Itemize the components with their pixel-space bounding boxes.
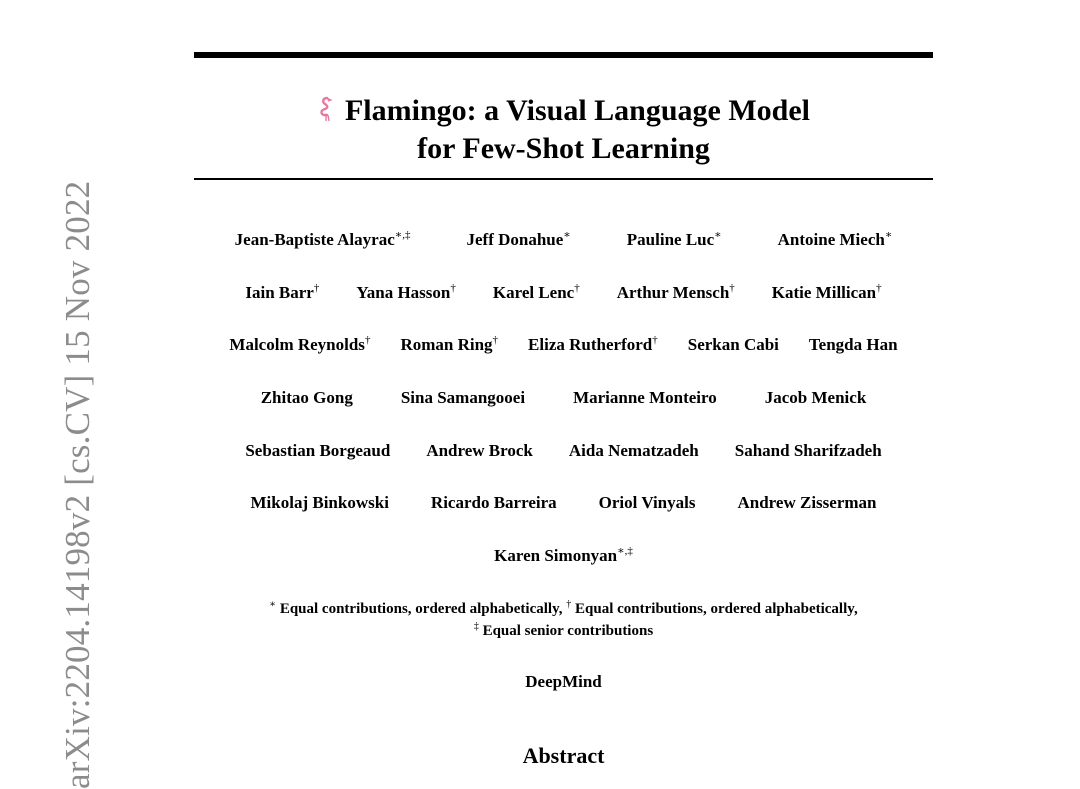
author-name: Jeff Donahue [466, 230, 564, 249]
author-row [194, 546, 933, 566]
author-name: Andrew Zisserman [737, 493, 877, 512]
author-name: Antoine Miech [777, 230, 885, 249]
author-affiliation-mark: † [492, 334, 499, 346]
author-name: Sina Samangooei [400, 388, 526, 407]
author [688, 335, 779, 355]
author-affiliation-mark: † [729, 282, 735, 294]
author-name: Jacob Menick [764, 388, 867, 407]
author [356, 283, 456, 303]
author-affiliation-mark: ∗,‡ [617, 545, 633, 557]
author-name: Marianne Monteiro [573, 388, 717, 407]
notes-line-2 [194, 620, 933, 642]
author-name: Katie Millican [771, 283, 877, 302]
author-name: Aida Nematzadeh [568, 441, 699, 460]
author [235, 230, 411, 250]
note-text-equal: Equal contributions, ordered alphabetically, [279, 601, 563, 617]
author [737, 493, 876, 513]
author [772, 283, 882, 303]
author [778, 230, 893, 250]
flamingo-icon [317, 96, 337, 122]
author-affiliation-mark: † [876, 282, 882, 294]
author-name: Malcolm Reynolds [229, 335, 365, 354]
author-name: Karel Lenc [492, 283, 575, 302]
author [431, 493, 557, 513]
author-row [194, 283, 933, 303]
note-mark-senior: ‡ [473, 621, 479, 632]
author-affiliation-mark: † [450, 282, 456, 294]
author [617, 283, 735, 303]
note-text-dagger: Equal contributions, ordered alphabetically, [575, 601, 858, 617]
author [627, 230, 722, 250]
author-name: Sebastian Borgeaud [245, 441, 391, 460]
author-row [194, 493, 933, 513]
author [493, 283, 580, 303]
author-name: Oriol Vinyals [598, 493, 696, 512]
author-name: Ricardo Barreira [430, 493, 557, 512]
arxiv-stamp: arXiv:2204.14198v2 [cs.CV] 15 Nov 2022 [58, 180, 97, 789]
author-name: Pauline Luc [626, 230, 715, 249]
author-name: Karen Simonyan [494, 546, 618, 565]
bottom-rule [194, 178, 933, 180]
author-affiliation-mark: † [574, 282, 580, 294]
notes-line-1 [194, 598, 933, 620]
author-name: Roman Ring [400, 335, 493, 354]
author-affiliation-mark: ∗ [884, 229, 893, 241]
author-row [194, 230, 933, 250]
author [494, 546, 633, 566]
abstract-heading: Abstract [522, 743, 605, 768]
author [569, 441, 699, 461]
author-row [194, 388, 933, 408]
author-row [194, 441, 933, 461]
affiliation: DeepMind [525, 672, 602, 691]
note-mark-equal: ∗ [269, 599, 277, 610]
title-line-1-text: Flamingo: a Visual Language Model [344, 94, 811, 127]
author [229, 335, 370, 355]
author [809, 335, 898, 355]
contribution-notes [194, 598, 933, 642]
author-affiliation-mark: ∗ [714, 229, 722, 241]
author [251, 493, 389, 513]
author-affiliation-mark: † [364, 334, 371, 346]
author [599, 493, 696, 513]
author-name: Arthur Mensch [616, 283, 730, 302]
top-rule [194, 52, 933, 58]
author-name: Mikolaj Binkowski [250, 493, 389, 512]
author [573, 388, 717, 408]
author-row [194, 335, 933, 355]
author-name: Sahand Sharifzadeh [734, 441, 882, 460]
author [245, 283, 319, 303]
note-text-senior: Equal senior contributions [482, 623, 654, 639]
author-name: Jean-Baptiste Alayrac [234, 230, 395, 249]
author-name: Tengda Han [808, 335, 898, 354]
title-line-2: for Few-Shot Learning [417, 132, 710, 165]
author-affiliation-mark: ∗ [563, 229, 571, 241]
author [400, 335, 498, 355]
author [735, 441, 882, 461]
author [245, 441, 390, 461]
author-name: Eliza Rutherford [528, 335, 653, 354]
author-name: Iain Barr [245, 283, 314, 302]
note-mark-dagger: † [566, 599, 572, 610]
author-affiliation-mark: ∗,‡ [394, 229, 411, 241]
author [765, 388, 867, 408]
author [426, 441, 533, 461]
paper-title [194, 92, 933, 168]
author-name: Andrew Brock [426, 441, 533, 460]
author-name: Yana Hasson [356, 283, 451, 302]
author [401, 388, 525, 408]
title-line-1 [194, 92, 933, 130]
author-name: Serkan Cabi [687, 335, 779, 354]
author-affiliation-mark: † [652, 334, 658, 346]
author [466, 230, 570, 250]
author [528, 335, 658, 355]
author-affiliation-mark: † [313, 282, 320, 294]
author-name: Zhitao Gong [260, 388, 353, 407]
author [261, 388, 353, 408]
